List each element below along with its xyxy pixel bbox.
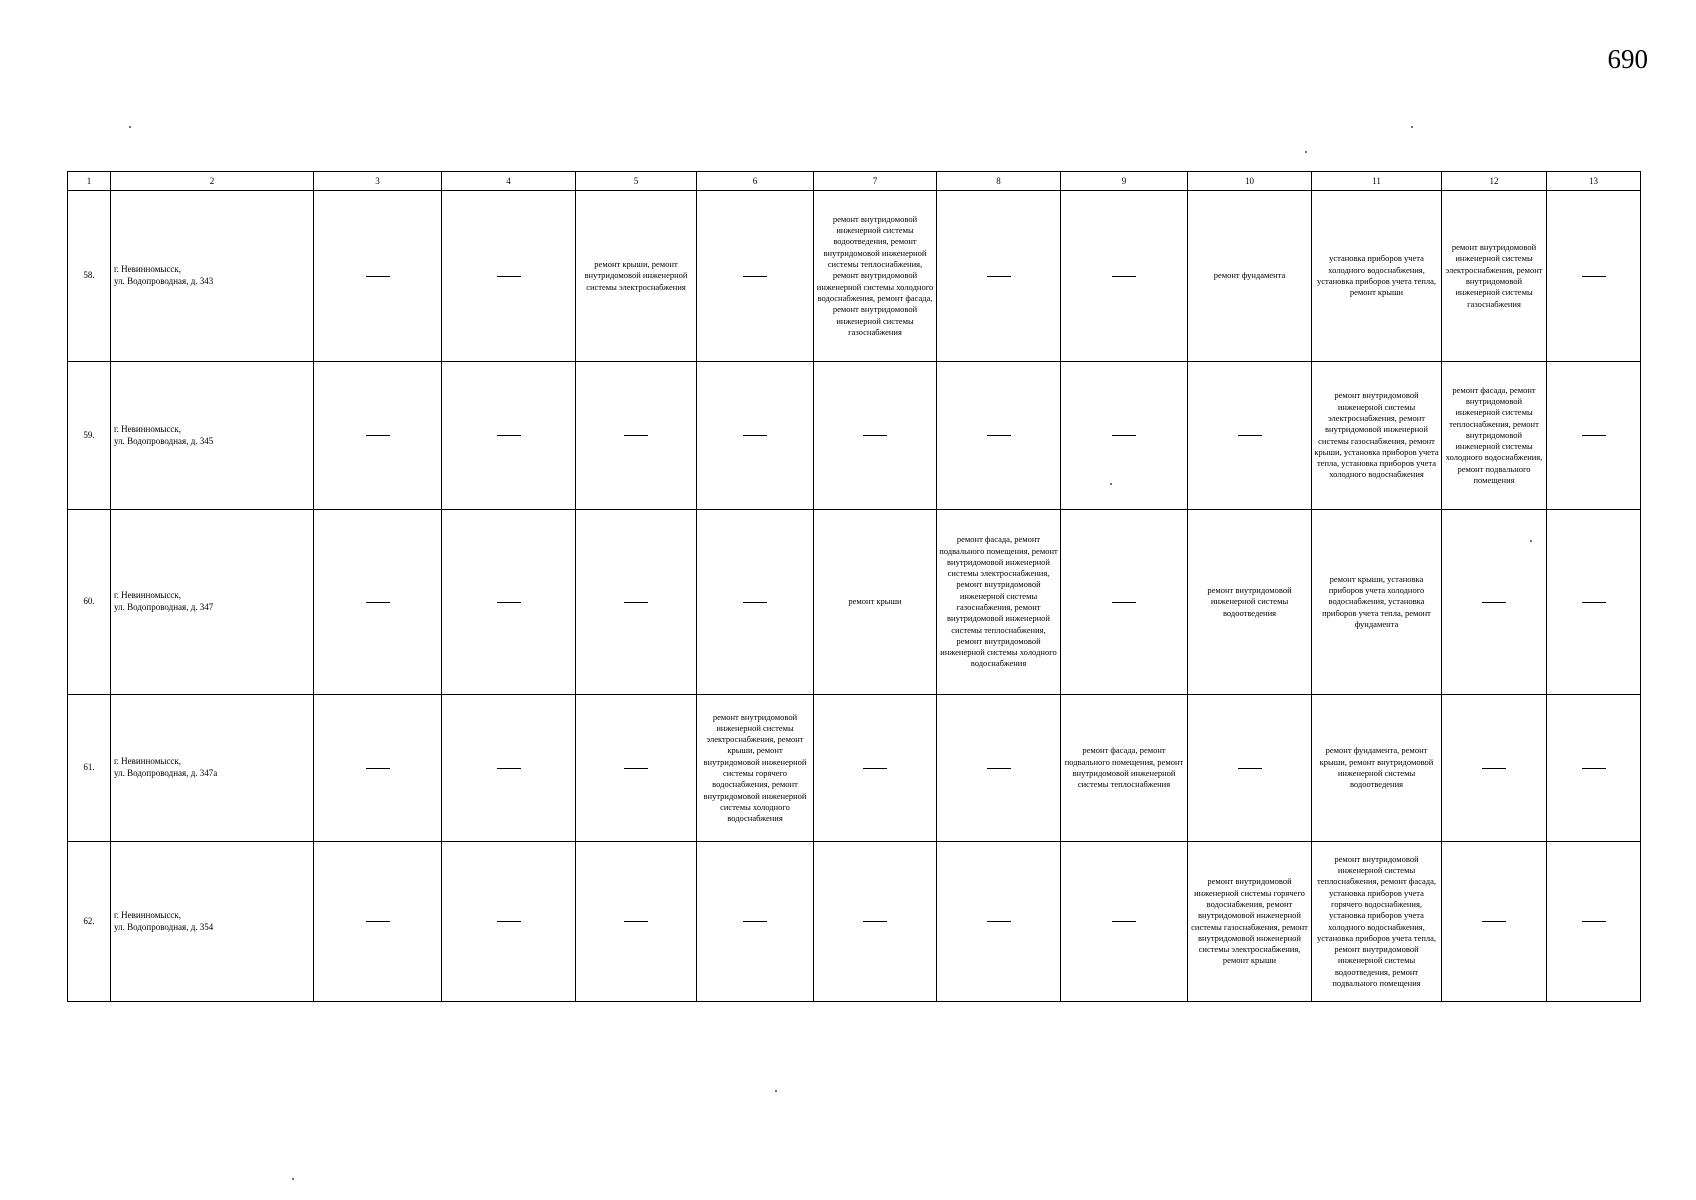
dash-mark xyxy=(497,602,521,603)
empty-cell xyxy=(314,695,442,842)
dash-mark xyxy=(1238,768,1262,769)
column-header-6: 6 xyxy=(697,172,814,191)
work-cell: ремонт крыши xyxy=(814,510,937,695)
repair-schedule-table xyxy=(67,171,1641,1002)
column-header-3: 3 xyxy=(314,172,442,191)
dash-mark xyxy=(1112,921,1136,922)
dash-mark xyxy=(1482,602,1506,603)
dash-mark xyxy=(624,435,648,436)
address-city: г. Невинномысск, xyxy=(114,756,182,767)
empty-cell xyxy=(314,842,442,1002)
column-header-13: 13 xyxy=(1547,172,1641,191)
address-city: г. Невинномысск, xyxy=(114,590,182,601)
row-number: 62. xyxy=(68,842,111,1002)
column-header-11: 11 xyxy=(1312,172,1442,191)
column-header-8: 8 xyxy=(937,172,1061,191)
empty-cell xyxy=(442,695,576,842)
empty-cell xyxy=(1547,362,1641,510)
dash-mark xyxy=(863,435,887,436)
empty-cell xyxy=(442,842,576,1002)
column-header-1: 1 xyxy=(68,172,111,191)
empty-cell xyxy=(1547,510,1641,695)
column-header-5: 5 xyxy=(576,172,697,191)
dash-mark xyxy=(1482,768,1506,769)
dash-mark xyxy=(624,768,648,769)
address-city: г. Невинномысск, xyxy=(114,264,182,275)
dash-mark xyxy=(366,921,390,922)
empty-cell xyxy=(314,191,442,362)
table-row xyxy=(68,510,1641,695)
empty-cell xyxy=(314,362,442,510)
scan-speck xyxy=(1110,483,1112,485)
dash-mark xyxy=(743,435,767,436)
empty-cell xyxy=(576,362,697,510)
work-cell: ремонт внутридомовой инженерной системы теплоснабжения, ремонт фасада, установка приборов учета горячего водоснабжения, установка приборов учета холодного водоснабжения, установка приборов учета тепла, ремонт внутридомовой инженерной системы водоотведения, ремонт подвального помещения xyxy=(1312,842,1442,1002)
address-street: ул. Водопроводная, д. 347а xyxy=(114,768,218,778)
empty-cell xyxy=(814,362,937,510)
dash-mark xyxy=(863,921,887,922)
empty-cell xyxy=(1442,510,1547,695)
empty-cell xyxy=(576,842,697,1002)
dash-mark xyxy=(1238,435,1262,436)
empty-cell xyxy=(1547,695,1641,842)
empty-cell xyxy=(1061,510,1188,695)
empty-cell xyxy=(697,362,814,510)
empty-cell xyxy=(442,362,576,510)
scan-speck xyxy=(292,1178,294,1180)
dash-mark xyxy=(497,435,521,436)
row-number: 59. xyxy=(68,362,111,510)
table-body xyxy=(68,191,1641,1002)
dash-mark xyxy=(497,768,521,769)
empty-cell xyxy=(697,510,814,695)
empty-cell xyxy=(442,510,576,695)
address-street: ул. Водопроводная, д. 354 xyxy=(114,921,214,932)
empty-cell xyxy=(1442,695,1547,842)
page-number: 690 xyxy=(1607,44,1648,74)
empty-cell xyxy=(814,842,937,1002)
empty-cell xyxy=(697,191,814,362)
empty-cell xyxy=(937,362,1061,510)
header-row xyxy=(68,172,1641,191)
address-street: ул. Водопроводная, д. 347 xyxy=(114,602,214,612)
address-cell xyxy=(111,191,314,362)
dash-mark xyxy=(497,921,521,922)
empty-cell xyxy=(1061,842,1188,1002)
dash-mark xyxy=(1112,435,1136,436)
table-row xyxy=(68,695,1641,842)
dash-mark xyxy=(624,921,648,922)
empty-cell xyxy=(442,191,576,362)
work-cell: ремонт крыши, ремонт внутридомовой инженерной системы электроснабжения xyxy=(576,191,697,362)
address-cell xyxy=(111,510,314,695)
column-header-7: 7 xyxy=(814,172,937,191)
dash-mark xyxy=(366,276,390,277)
column-header-9: 9 xyxy=(1061,172,1188,191)
address-cell xyxy=(111,842,314,1002)
empty-cell xyxy=(814,695,937,842)
dash-mark xyxy=(1582,435,1606,436)
dash-mark xyxy=(743,602,767,603)
row-number: 58. xyxy=(68,191,111,362)
work-cell: ремонт фасада, ремонт подвального помещения, ремонт внутридомовой инженерной системы теплоснабжения xyxy=(1061,695,1188,842)
empty-cell xyxy=(314,510,442,695)
dash-mark xyxy=(987,276,1011,277)
work-cell: ремонт фасада, ремонт внутридомовой инженерной системы теплоснабжения, ремонт внутридомовой инженерной системы холодного водоснабжения, ремонт подвального помещения xyxy=(1442,362,1547,510)
work-cell: установка приборов учета холодного водоснабжения, установка приборов учета тепла, ремонт крыши xyxy=(1312,191,1442,362)
dash-mark xyxy=(1112,276,1136,277)
dash-mark xyxy=(1112,602,1136,603)
column-header-12: 12 xyxy=(1442,172,1547,191)
empty-cell xyxy=(937,842,1061,1002)
dash-mark xyxy=(987,768,1011,769)
dash-mark xyxy=(987,921,1011,922)
work-cell: ремонт внутридомовой инженерной системы горячего водоснабжения, ремонт внутридомовой инженерной системы газоснабжения, ремонт внутридомовой инженерной системы электроснабжения, ремонт крыши xyxy=(1188,842,1312,1002)
work-cell: ремонт внутридомовой инженерной системы электроснабжения, ремонт внутридомовой инженерной системы газоснабжения, ремонт крыши, установка приборов учета тепла, установка приборов учета холодного водоснабжения xyxy=(1312,362,1442,510)
row-number: 61. xyxy=(68,695,111,842)
dash-mark xyxy=(366,435,390,436)
scan-speck xyxy=(775,1090,777,1092)
empty-cell xyxy=(1547,842,1641,1002)
table-row xyxy=(68,362,1641,510)
work-cell: ремонт крыши, установка приборов учета холодного водоснабжения, установка приборов учета тепла, ремонт фундамента xyxy=(1312,510,1442,695)
dash-mark xyxy=(743,921,767,922)
empty-cell xyxy=(1061,191,1188,362)
scan-speck xyxy=(1530,540,1532,542)
scan-speck xyxy=(129,126,131,128)
work-cell: ремонт внутридомовой инженерной системы электроснабжения, ремонт внутридомовой инженерной системы газоснабжения xyxy=(1442,191,1547,362)
empty-cell xyxy=(1188,362,1312,510)
empty-cell xyxy=(937,695,1061,842)
dash-mark xyxy=(366,768,390,769)
dash-mark xyxy=(1482,921,1506,922)
scan-speck xyxy=(1305,151,1307,153)
dash-mark xyxy=(1582,768,1606,769)
work-cell: ремонт фундамента xyxy=(1188,191,1312,362)
row-number: 60. xyxy=(68,510,111,695)
dash-mark xyxy=(366,602,390,603)
table-header xyxy=(68,172,1641,191)
table-row xyxy=(68,842,1641,1002)
empty-cell xyxy=(697,842,814,1002)
dash-mark xyxy=(863,768,887,769)
work-cell: ремонт внутридомовой инженерной системы электроснабжения, ремонт крыши, ремонт внутридомовой инженерной системы горячего водоснабжения, ремонт внутридомовой инженерной системы холодного водоснабжения xyxy=(697,695,814,842)
address-street: ул. Водопроводная, д. 345 xyxy=(114,435,214,446)
empty-cell xyxy=(1061,362,1188,510)
address-city: г. Невинномысск, xyxy=(114,909,182,920)
empty-cell xyxy=(1547,191,1641,362)
dash-mark xyxy=(624,602,648,603)
address-city: г. Невинномысск, xyxy=(114,423,182,434)
column-header-10: 10 xyxy=(1188,172,1312,191)
column-header-2: 2 xyxy=(111,172,314,191)
scan-speck xyxy=(1411,126,1413,128)
address-cell xyxy=(111,695,314,842)
dash-mark xyxy=(987,435,1011,436)
table-row xyxy=(68,191,1641,362)
dash-mark xyxy=(1582,921,1606,922)
address-street: ул. Водопроводная, д. 343 xyxy=(114,276,214,286)
empty-cell xyxy=(937,191,1061,362)
address-cell xyxy=(111,362,314,510)
column-header-4: 4 xyxy=(442,172,576,191)
empty-cell xyxy=(1442,842,1547,1002)
dash-mark xyxy=(497,276,521,277)
work-cell: ремонт фундамента, ремонт крыши, ремонт внутридомовой инженерной системы водоотведения xyxy=(1312,695,1442,842)
work-cell: ремонт внутридомовой инженерной системы водоотведения, ремонт внутридомовой инженерной системы теплоснабжения, ремонт внутридомовой инженерной системы холодного водоснабжения, ремонт фасада, ремонт внутридомовой инженерной системы газоснабжения xyxy=(814,191,937,362)
work-cell: ремонт внутридомовой инженерной системы водоотведения xyxy=(1188,510,1312,695)
work-cell: ремонт фасада, ремонт подвального помещения, ремонт внутридомовой инженерной системы электроснабжения, ремонт внутридомовой инженерной системы газоснабжения, ремонт внутридомовой инженерной системы теплоснабжения, ремонт внутридомовой инженерной системы холодного водоснабжения xyxy=(937,510,1061,695)
empty-cell xyxy=(576,510,697,695)
empty-cell xyxy=(1188,695,1312,842)
empty-cell xyxy=(576,695,697,842)
dash-mark xyxy=(1582,276,1606,277)
dash-mark xyxy=(1582,602,1606,603)
dash-mark xyxy=(743,276,767,277)
